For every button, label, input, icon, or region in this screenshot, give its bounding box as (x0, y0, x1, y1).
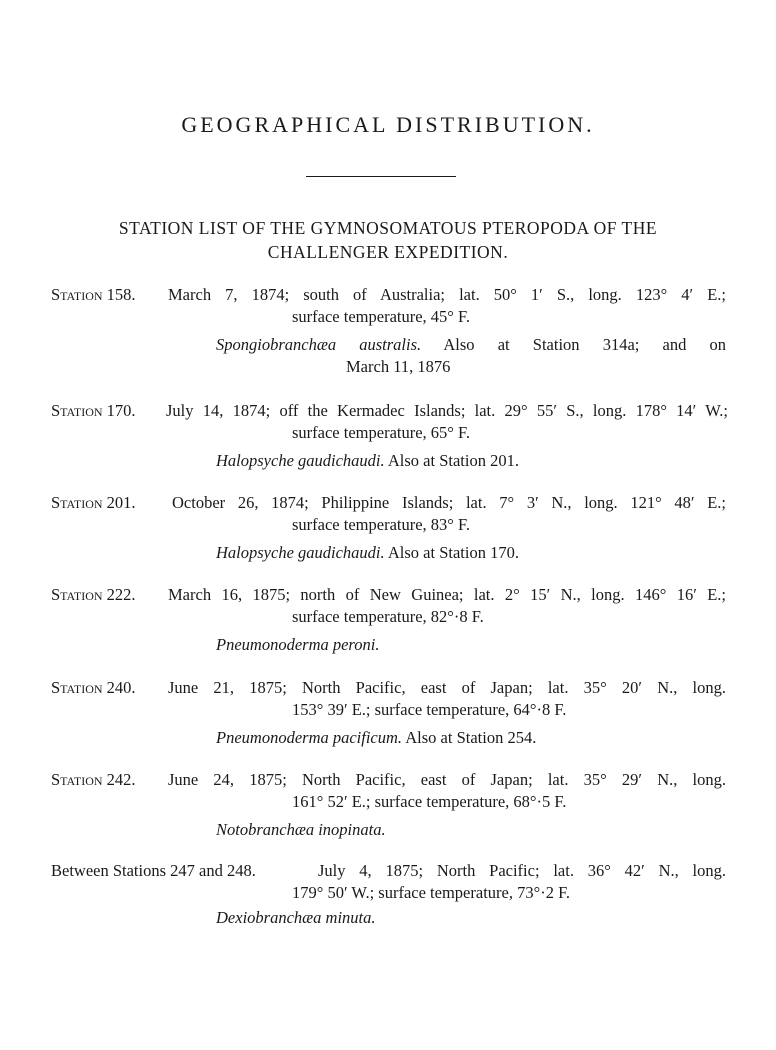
station-temperature: surface temperature, 65° F. (292, 423, 470, 442)
station-label: Station 240. (51, 678, 136, 697)
station-date-location: June 24, 1875; North Pacific, east of Japan; lat. 35° 29′ N., long. (168, 770, 726, 789)
station-date-location: March 16, 1875; north of New Guinea; lat. 2° 15′ N., long. 146° 16′ E.; (168, 585, 726, 604)
species-name: Halopsyche gaudichaudi. (216, 543, 385, 562)
station-temperature: surface temperature, 83° F. (292, 515, 470, 534)
station-label: Station 158. (51, 285, 136, 304)
station-label: Station 201. (51, 493, 136, 512)
species-line (216, 819, 386, 841)
station-list-title-line-1: STATION LIST OF THE GYMNOSOMATOUS PTEROPODA OF THE (118, 218, 658, 238)
species-name: Spongiobranchæa australis. (216, 335, 422, 354)
species-line (216, 727, 536, 749)
species-line (216, 634, 379, 656)
station-date-location: June 21, 1875; North Pacific, east of Japan; lat. 35° 20′ N., long. (168, 678, 726, 697)
species-name: Dexiobranchæa minuta. (216, 908, 376, 927)
species-note: Also at Station 201. (387, 451, 519, 470)
station-label: Between Stations 247 and 248. (51, 861, 256, 880)
species-note-continued: March 11, 1876 (346, 357, 451, 376)
species-note: Also at Station 170. (387, 543, 519, 562)
page-heading: GEOGRAPHICAL DISTRIBUTION. (181, 112, 595, 137)
species-name: Halopsyche gaudichaudi. (216, 451, 385, 470)
species-name: Pneumonoderma pacificum. (216, 728, 403, 747)
station-temperature: surface temperature, 45° F. (292, 307, 470, 326)
station-temperature: 153° 39′ E.; surface temperature, 64°·8 F. (292, 700, 567, 719)
species-line (216, 907, 375, 929)
species-note: Also at Station 254. (405, 728, 537, 747)
station-list-title (0, 216, 776, 264)
station-date-location: March 7, 1874; south of Australia; lat. 50° 1′ S., long. 123° 4′ E.; (168, 285, 726, 304)
species-name: Pneumonoderma peroni. (216, 635, 380, 654)
species-line (216, 450, 519, 472)
station-label: Station 170. (51, 401, 136, 420)
station-temperature: 179° 50′ W.; surface temperature, 73°·2 F. (292, 883, 571, 902)
station-label: Station 222. (51, 585, 136, 604)
species-line (216, 542, 519, 564)
station-label: Station 242. (51, 770, 136, 789)
heading-rule (306, 176, 456, 177)
station-temperature: 161° 52′ E.; surface temperature, 68°·5 F. (292, 792, 567, 811)
station-date-location: July 14, 1874; off the Kermadec Islands; lat. 29° 55′ S., long. 178° 14′ W.; (166, 401, 728, 420)
station-date-location: October 26, 1874; Philippine Islands; lat. 7° 3′ N., long. 121° 48′ E.; (172, 493, 726, 512)
species-name: Notobranchæa inopinata. (216, 820, 386, 839)
station-temperature: surface temperature, 82°·8 F. (292, 607, 484, 626)
species-line (216, 334, 726, 356)
species-note: Also at Station 314a; and on (443, 335, 726, 354)
station-list-title-line-2: CHALLENGER EXPEDITION. (267, 242, 509, 262)
station-date-location: July 4, 1875; North Pacific; lat. 36° 42′ N., long. (318, 861, 726, 880)
